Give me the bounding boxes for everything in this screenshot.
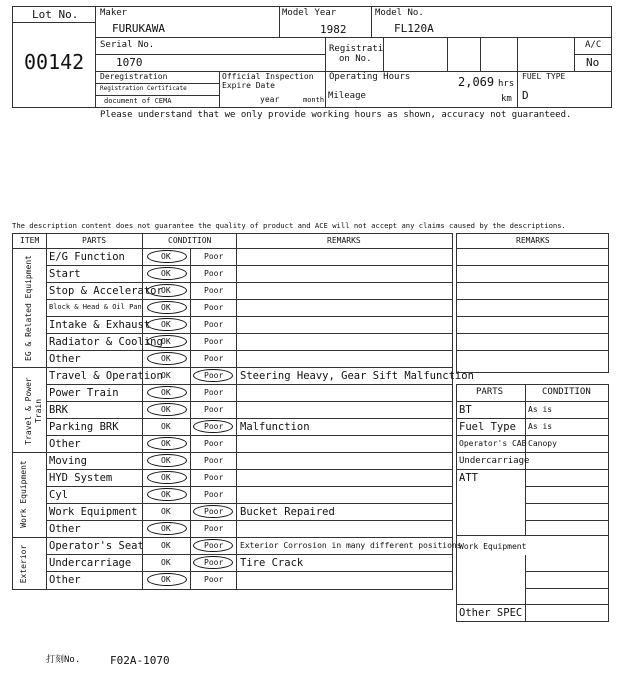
maker-label: Maker [100,8,128,18]
poor-option[interactable]: Poor [204,473,224,482]
poor-selected-circle [193,505,233,518]
ok-selected-circle [147,318,187,331]
remark-text: Malfunction [240,421,310,433]
remark-text: Steering Heavy, Gear Sift Malfunction [240,370,474,382]
ok-selected-circle [147,267,187,280]
ok-selected-circle [147,301,187,314]
work-equipment-label: Work Equipment [459,542,527,551]
poor-option[interactable]: Poor [204,337,224,346]
right-remarks-frame [456,233,609,373]
poor-selected-circle [193,556,233,569]
right-part-0: BT [459,404,472,416]
part-label: Stop & Accelerator [49,285,163,297]
ok-option[interactable]: OK [161,252,171,261]
ok-option[interactable]: OK [161,405,171,414]
ok-selected-circle [147,403,187,416]
ok-selected-circle [147,488,187,501]
stamp-label: 打刻No. [46,655,81,665]
poor-option[interactable]: Poor [204,422,224,431]
right-remarks-header: REMARKS [516,236,550,245]
poor-option[interactable]: Poor [204,303,224,312]
lot-no: 00142 [24,50,85,74]
right-part-4: ATT [459,472,478,484]
ok-option[interactable]: OK [161,303,171,312]
poor-option[interactable]: Poor [204,558,224,567]
cema-document-label: document of CEMA [104,97,172,105]
col-item: ITEM [20,236,40,245]
model-year-value: 1982 [320,23,347,36]
poor-option[interactable]: Poor [204,354,224,363]
ok-option[interactable]: OK [161,456,171,465]
ok-option[interactable]: OK [161,541,171,550]
part-label: Other [49,353,81,365]
remark-text: Bucket Repaired [240,506,335,518]
part-label: Parking BRK [49,421,119,433]
group-travel-power: Travel & Power [24,377,33,445]
ok-option[interactable]: OK [161,354,171,363]
ok-option[interactable]: OK [161,422,171,431]
poor-option[interactable]: Poor [204,541,224,550]
operating-hours-value: 2,069 [458,75,495,89]
right-cond-0: As is [528,405,553,414]
right-cond-2: Canopy [528,439,557,448]
part-label: Operator's Seat [49,540,144,552]
part-label: BRK [49,404,68,416]
serial-no-label: Serial No. [100,40,155,50]
ok-selected-circle [147,471,187,484]
poor-option[interactable]: Poor [204,320,224,329]
part-label: Moving [49,455,87,467]
hours-note: Please understand that we only provide working hours as shown, accuracy not guaranteed. [100,110,572,120]
poor-option[interactable]: Poor [204,269,224,278]
model-year-label: Model Year [282,8,337,18]
part-label: Other [49,574,81,586]
part-label: Other [49,438,81,450]
poor-selected-circle [193,539,233,552]
operating-hours-label: Operating Hours [329,72,411,82]
poor-option[interactable]: Poor [204,575,224,584]
right-part-3: Undercarriage [459,456,530,466]
poor-selected-circle [193,420,233,433]
part-label: Travel & Operation [49,370,163,382]
ok-selected-circle [147,335,187,348]
poor-option[interactable]: Poor [204,286,224,295]
ok-selected-circle [147,522,187,535]
ok-option[interactable]: OK [161,320,171,329]
ok-option[interactable]: OK [161,558,171,567]
col-parts: PARTS [82,236,107,245]
poor-option[interactable]: Poor [204,507,224,516]
ac-value: No [586,56,600,69]
month-label: month [303,96,325,104]
poor-option[interactable]: Poor [204,439,224,448]
poor-selected-circle [193,369,233,382]
lot-no-label: Lot No. [32,8,79,21]
part-label: Undercarriage [49,557,132,569]
ok-option[interactable]: OK [161,524,171,533]
part-label: E/G Function [49,251,125,263]
ok-option[interactable]: OK [161,507,171,516]
col-condition: CONDITION [168,236,212,245]
ok-option[interactable]: OK [161,269,171,278]
part-label: Radiator & Cooling [49,336,163,348]
stamp-number: F02A-1070 [110,654,170,667]
poor-option[interactable]: Poor [204,456,224,465]
ok-option[interactable]: OK [161,286,171,295]
ok-selected-circle [147,386,187,399]
model-no-value: FL120A [394,22,434,35]
km-unit: km [501,94,512,104]
ok-selected-circle [147,352,187,365]
ok-option[interactable]: OK [161,371,171,380]
part-label: Block & Head & Oil Pan [49,303,142,311]
group-travel-power-2: Train [34,398,43,424]
part-label: Power Train [49,387,119,399]
part-label: Cyl [49,489,68,501]
ok-selected-circle [147,454,187,467]
ok-selected-circle [147,284,187,297]
group-work-equipment: Work Equipment [19,460,28,528]
ok-option[interactable]: OK [161,490,171,499]
registration-label-2: on No. [339,54,372,64]
ok-option[interactable]: OK [161,337,171,346]
registration-label: Registrati [329,44,384,54]
ok-option[interactable]: OK [161,388,171,397]
group-exterior: Exterior [19,544,28,584]
poor-option[interactable]: Poor [204,371,224,380]
remark-text: Tire Crack [240,557,304,569]
ok-selected-circle [147,250,187,263]
model-no-label: Model No. [375,8,424,18]
right-condition-header: CONDITION [542,387,591,397]
ok-option[interactable]: OK [161,439,171,448]
hrs-unit: hrs [498,79,515,89]
ok-option[interactable]: OK [161,473,171,482]
right-cond-1: As is [528,422,553,431]
other-spec-label: Other SPEC [459,607,523,619]
right-parts-header: PARTS [476,387,504,397]
ok-selected-circle [147,437,187,450]
disclaimer: The description content does not guarantee the quality of product and ACE will not accept any claims caused by the descriptions. [12,221,566,230]
right-part-1: Fuel Type [459,421,516,433]
poor-option[interactable]: Poor [204,524,224,533]
year-label: year [260,95,280,104]
part-label: Intake & Exhaust [49,319,151,331]
inspection-label: Official Inspection [222,72,314,81]
deregistration-label: Deregistration [100,72,168,81]
registration-certificate-label: Registration Certificate [100,85,187,92]
remark-text: Exterior Corrosion in many different positions [240,541,462,550]
right-part-2: Operator's CAB [459,439,527,448]
ok-selected-circle [147,573,187,586]
poor-option[interactable]: Poor [204,252,224,261]
ac-label: A/C [585,40,602,50]
fuel-type-value: D [522,89,529,102]
col-remarks: REMARKS [327,236,361,245]
part-label: Start [49,268,81,280]
mileage-label: Mileage [328,91,366,101]
inspection-label-2: Expire Date [222,81,275,90]
maker-value: FURUKAWA [112,22,165,35]
part-label: HYD System [49,472,113,484]
poor-option[interactable]: Poor [204,405,224,414]
ok-option[interactable]: OK [161,575,171,584]
part-label: Other [49,523,81,535]
serial-no-value: 1070 [116,56,143,69]
group-eg-related: EG & Related Equipment [24,255,33,361]
fuel-type-label: FUEL TYPE [522,72,566,81]
part-label: Work Equipment [49,506,138,518]
poor-option[interactable]: Poor [204,388,224,397]
poor-option[interactable]: Poor [204,490,224,499]
